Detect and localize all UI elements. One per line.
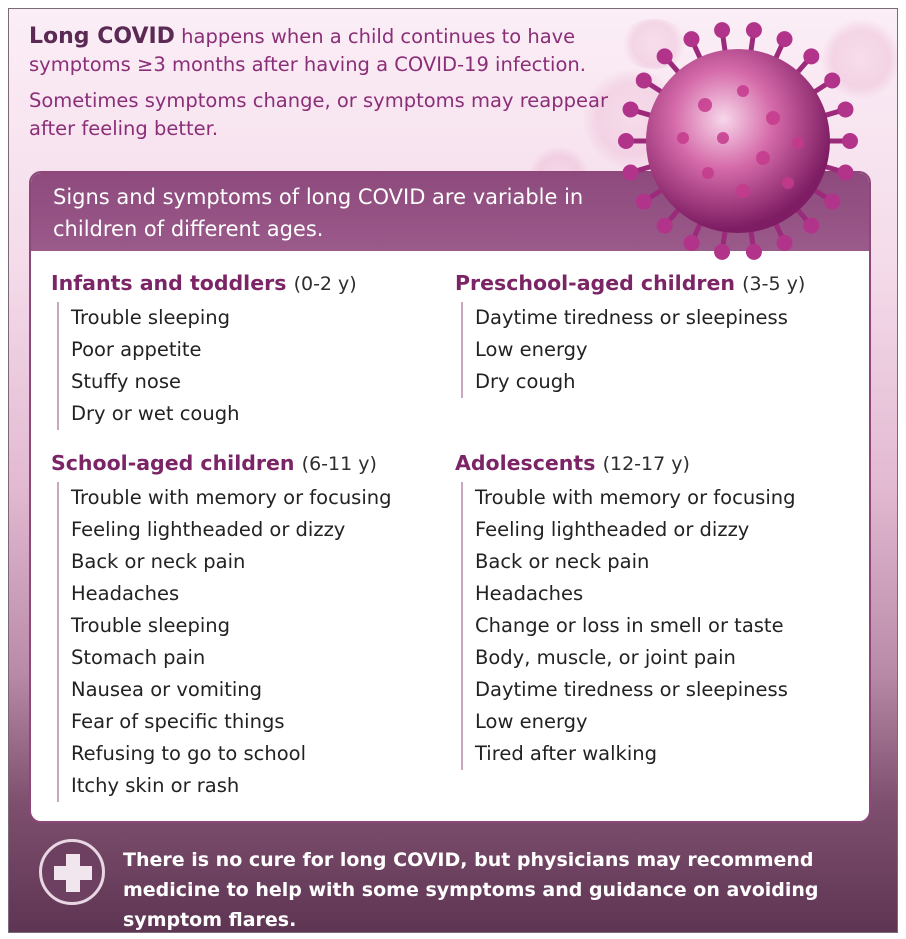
- list-item: Daytime tiredness or sleepiness: [475, 306, 788, 329]
- virus-spike-tip: [683, 235, 699, 251]
- group-infants-toddlers: [51, 269, 357, 430]
- intro-lead-rest: happens when a child continues to have symptoms ≥3 months after having a COVID-19 infection.: [29, 25, 586, 76]
- group-title: Preschool-aged children: [455, 271, 735, 295]
- symptom-list: [461, 482, 796, 770]
- list-item: Headaches: [475, 582, 584, 605]
- list-item: Stuffy nose: [71, 370, 182, 393]
- group-heading: [455, 269, 805, 298]
- medical-cross-icon: [39, 839, 105, 905]
- virus-spike-tip: [657, 218, 673, 234]
- virus-spike-tip: [714, 244, 730, 260]
- list-item: Change or loss in smell or taste: [475, 614, 784, 637]
- virus-spike-tip: [618, 133, 634, 149]
- intro: [29, 23, 609, 143]
- list-item: Back or neck pain: [475, 550, 650, 573]
- virus-spike-tip: [842, 133, 858, 149]
- list-item: Daytime tiredness or sleepiness: [475, 678, 788, 701]
- virus-spike-tip: [803, 48, 819, 64]
- intro-second: Sometimes symptoms change, or symptoms may reappear after feeling better.: [29, 89, 608, 140]
- virus-spike-tip: [636, 72, 652, 88]
- group-age: (0-2 y): [293, 273, 357, 295]
- virus-spike-tip: [746, 244, 762, 260]
- virus-spike-tip: [777, 235, 793, 251]
- virus-spike-tip: [746, 22, 762, 38]
- footer: [35, 835, 885, 931]
- symptom-list: [57, 302, 357, 430]
- intro-definition: [29, 23, 609, 79]
- list-item: Dry cough: [475, 370, 576, 393]
- list-item: Feeling lightheaded or dizzy: [475, 518, 750, 541]
- list-item: Trouble with memory or focusing: [71, 486, 392, 509]
- list-item: Nausea or vomiting: [71, 678, 263, 701]
- list-item: Trouble sleeping: [71, 614, 231, 637]
- symptom-list: [461, 302, 805, 398]
- group-age: (12-17 y): [602, 453, 690, 475]
- group-school-aged: [51, 449, 392, 802]
- symptom-list: [57, 482, 392, 802]
- virus-spike-tip: [824, 194, 840, 210]
- virus-icon: [613, 13, 863, 263]
- panel-header-text: Signs and symptoms of long COVID are variable in children of different ages.: [53, 185, 584, 241]
- list-item: Body, muscle, or joint pain: [475, 646, 736, 669]
- intro-lead: Long COVID: [29, 24, 175, 49]
- list-item: Itchy skin or rash: [71, 774, 240, 797]
- group-title: Adolescents: [455, 451, 596, 475]
- group-heading: [455, 449, 796, 478]
- virus-spike-tip: [837, 101, 853, 117]
- group-age: (3-5 y): [742, 273, 806, 295]
- virus-spike-tip: [837, 165, 853, 181]
- virus-spike-tip: [824, 72, 840, 88]
- group-title: Infants and toddlers: [51, 271, 287, 295]
- symptoms-panel: [29, 171, 871, 823]
- virus-spike-tip: [623, 101, 639, 117]
- list-item: Back or neck pain: [71, 550, 246, 573]
- list-item: Low energy: [475, 710, 588, 733]
- list-item: Fear of specific things: [71, 710, 285, 733]
- list-item: Dry or wet cough: [71, 402, 240, 425]
- list-item: Tired after walking: [475, 742, 657, 765]
- list-item: Trouble sleeping: [71, 306, 231, 329]
- group-adolescents: [455, 449, 796, 770]
- list-item: Trouble with memory or focusing: [475, 486, 796, 509]
- list-item: Low energy: [475, 338, 588, 361]
- virus-spike-tip: [657, 48, 673, 64]
- group-preschool: [455, 269, 805, 398]
- group-heading: [51, 269, 357, 298]
- virus-spike-tip: [636, 194, 652, 210]
- virus-spike-tip: [623, 165, 639, 181]
- list-item: Headaches: [71, 582, 180, 605]
- list-item: Stomach pain: [71, 646, 206, 669]
- group-age: (6-11 y): [301, 453, 377, 475]
- list-item: Poor appetite: [71, 338, 202, 361]
- virus-spike-tip: [803, 218, 819, 234]
- group-heading: [51, 449, 392, 478]
- footer-text: There is no cure for long COVID, but physicians may recommend medicine to help with some symptoms and guidance on avoiding symptom flares.: [123, 849, 819, 931]
- virus-spike-tip: [777, 31, 793, 47]
- infographic: [8, 8, 898, 933]
- virus-spike-tip: [683, 31, 699, 47]
- virus-spike-tip: [714, 22, 730, 38]
- list-item: Refusing to go to school: [71, 742, 306, 765]
- group-title: School-aged children: [51, 451, 295, 475]
- list-item: Feeling lightheaded or dizzy: [71, 518, 346, 541]
